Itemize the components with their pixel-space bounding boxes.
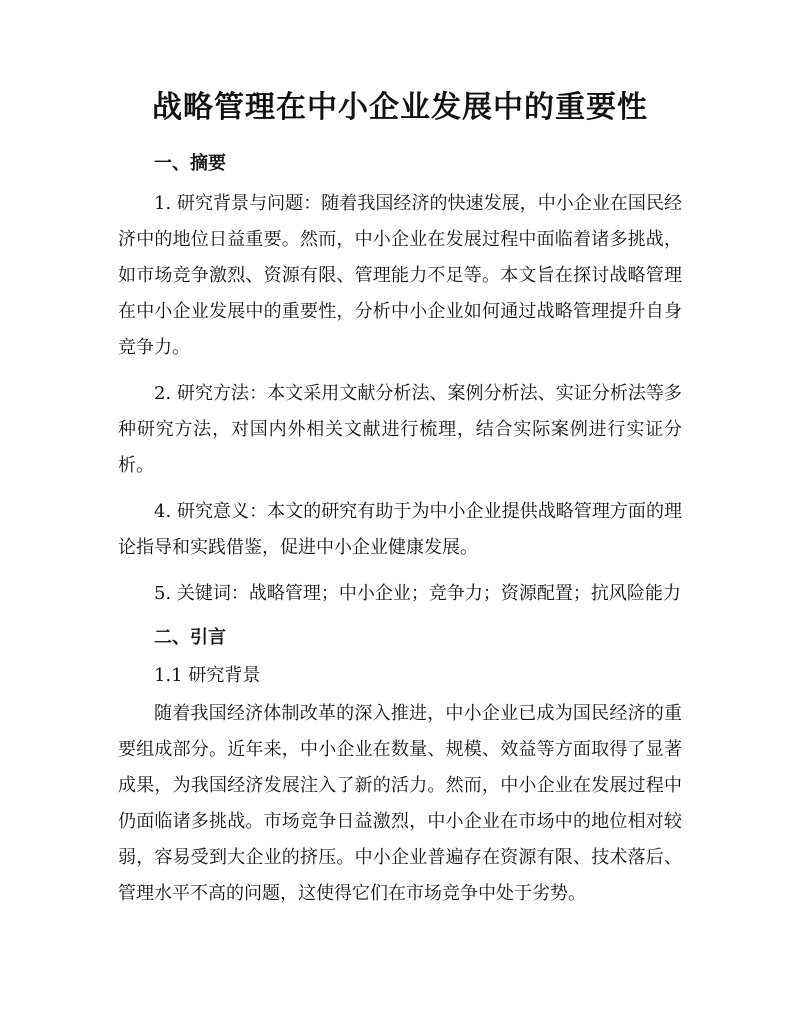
abstract-item-methods: 2. 研究方法：本文采用文献分析法、案例分析法、实证分析法等多种研究方法，对国内外相关文献进行梳理，结合实际案例进行实证分析。 (118, 383, 682, 476)
abstract-item-keywords: 5. 关键词：战略管理；中小企业；竞争力；资源配置；抗风险能力 (154, 583, 681, 604)
subsection-heading-background: 1.1 研究背景 (154, 665, 261, 686)
introduction-paragraph: 随着我国经济体制改革的深入推进，中小企业已成为国民经济的重要组成部分。近年来，中小企业在数量、规模、效益等方面取得了显著成果，为我国经济发展注入了新的活力。然而，中小企业在发展过程中仍面临诸多挑战。市场竞争日益激烈，中小企业在市场中的地位相对较弱，容易受到大企业的挤压。中小企业普遍存在资源有限、技术落后、管理水平不高的问题，这使得它们在市场竞争中处于劣势。 (118, 703, 682, 904)
document-title: 战略管理在中小企业发展中的重要性 (152, 90, 648, 125)
abstract-item-background: 1. 研究背景与问题：随着我国经济的快速发展，中小企业在国民经济中的地位日益重要。然而，中小企业在发展过程中面临着诸多挑战，如市场竞争激烈、资源有限、管理能力不足等。本文旨在探讨战略管理在中小企业发展中的重要性，分析中小企业如何通过战略管理提升自身竞争力。 (118, 193, 682, 358)
section-heading-abstract: 一、摘要 (154, 153, 226, 174)
section-heading-introduction: 二、引言 (154, 627, 226, 648)
abstract-item-significance: 4. 研究意义：本文的研究有助于为中小企业提供战略管理方面的理论指导和实践借鉴，促进中小企业健康发展。 (118, 501, 682, 558)
document-body (118, 148, 682, 912)
